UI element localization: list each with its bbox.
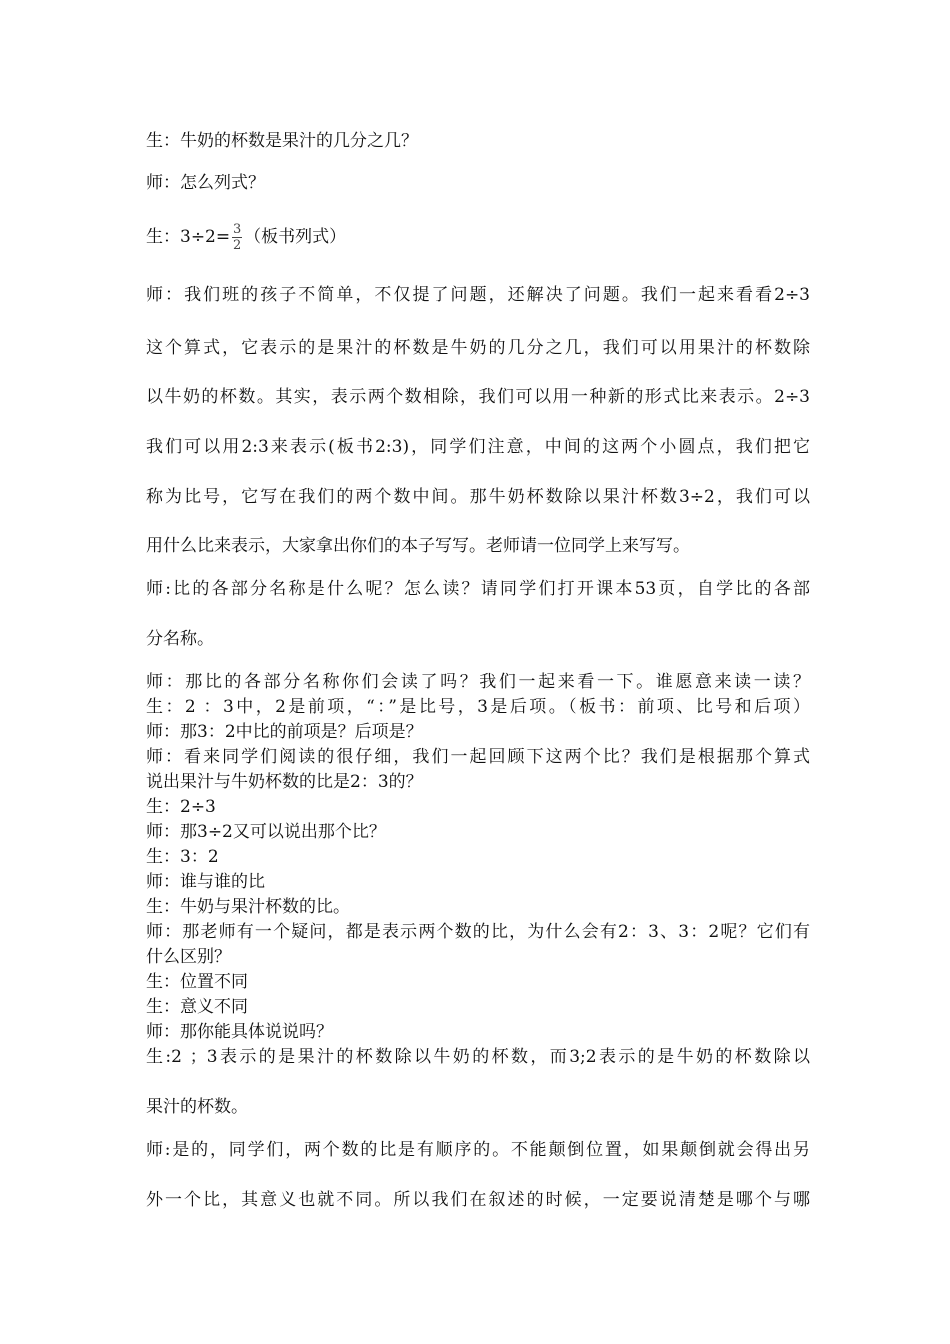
text-line-4: 师：我们班的孩子不简单，不仅提了问题，还解决了问题。我们一起来看看2÷3: [146, 285, 810, 305]
text-line-24: 生：位置不同: [146, 972, 248, 992]
text-line-16: 说出果汁与牛奶杯数的比是2：3的？: [146, 772, 423, 792]
text-line-26: 师：那你能具体说说吗？: [146, 1022, 333, 1042]
text-line-11: 分名称。: [146, 629, 214, 649]
text-line-9: 用什么比来表示，大家拿出你们的本子写写。老师请一位同学上来写写。: [146, 536, 690, 556]
fraction-denominator: 2: [232, 238, 242, 253]
text-line-23: 什么区别？: [146, 947, 231, 967]
text-line-14: 师：那3：2中比的前项是？后项是？: [146, 722, 423, 742]
text-line-6: 以牛奶的杯数。其实，表示两个数相除，我们可以用一种新的形式比来表示。2÷3: [146, 387, 810, 407]
text-line-25: 生：意义不同: [146, 997, 248, 1017]
text-line-27: 生:2 ；3表示的是果汁的杯数除以牛奶的杯数，而3;2表示的是牛奶的杯数除以: [146, 1047, 810, 1067]
text-line-13: 生：2 ：3中，2是前项，“：”是比号，3是后项。（板书：前项、比号和后项）: [146, 697, 810, 717]
text-line-22: 师：那老师有一个疑问，都是表示两个数的比，为什么会有2：3、3：2呢？它们有: [146, 922, 810, 942]
text-line-17: 生：2÷3: [146, 797, 216, 817]
text-line-30: 外一个比，其意义也就不同。所以我们在叙述的时候，一定要说清楚是哪个与哪: [146, 1190, 810, 1210]
text-line-2: 师：怎么列式？: [146, 173, 265, 193]
text-line-15: 师：看来同学们阅读的很仔细，我们一起回顾下这两个比？我们是根据那个算式: [146, 747, 810, 767]
fraction-numerator: 3: [232, 222, 242, 237]
text-line-8: 称为比号，它写在我们的两个数中间。那牛奶杯数除以果汁杯数3÷2，我们可以: [146, 487, 810, 507]
text-line-1: 生：牛奶的杯数是果汁的几分之几？: [146, 131, 418, 151]
text-line-29: 师:是的，同学们，两个数的比是有顺序的。不能颠倒位置，如果颠倒就会得出另: [146, 1140, 810, 1160]
text-line-5: 这个算式，它表示的是果汁的杯数是牛奶的几分之几，我们可以用果汁的杯数除: [146, 338, 810, 358]
text-line-7: 我们可以用2:3来表示(板书2:3)，同学们注意，中间的这两个小圆点，我们把它: [146, 437, 810, 457]
text-line-20: 师：谁与谁的比: [146, 872, 265, 892]
text-line-12: 师：那比的各部分名称你们会读了吗？我们一起来看一下。谁愿意来读一读？: [146, 672, 810, 692]
text-line-10: 师:比的各部分名称是什么呢？怎么读？请同学们打开课本53页，自学比的各部: [146, 579, 810, 599]
formula-line: [146, 214, 810, 260]
text-line-19: 生：3：2: [146, 847, 219, 867]
formula-suffix: （板书列式）: [244, 227, 347, 247]
text-line-21: 生：牛奶与果汁杯数的比。: [146, 897, 350, 917]
text-line-28: 果汁的杯数。: [146, 1097, 248, 1117]
text-line-18: 师：那3÷2又可以说出那个比？: [146, 822, 386, 842]
fraction: [232, 222, 242, 253]
formula-prefix: 生：3÷2=: [146, 227, 231, 247]
